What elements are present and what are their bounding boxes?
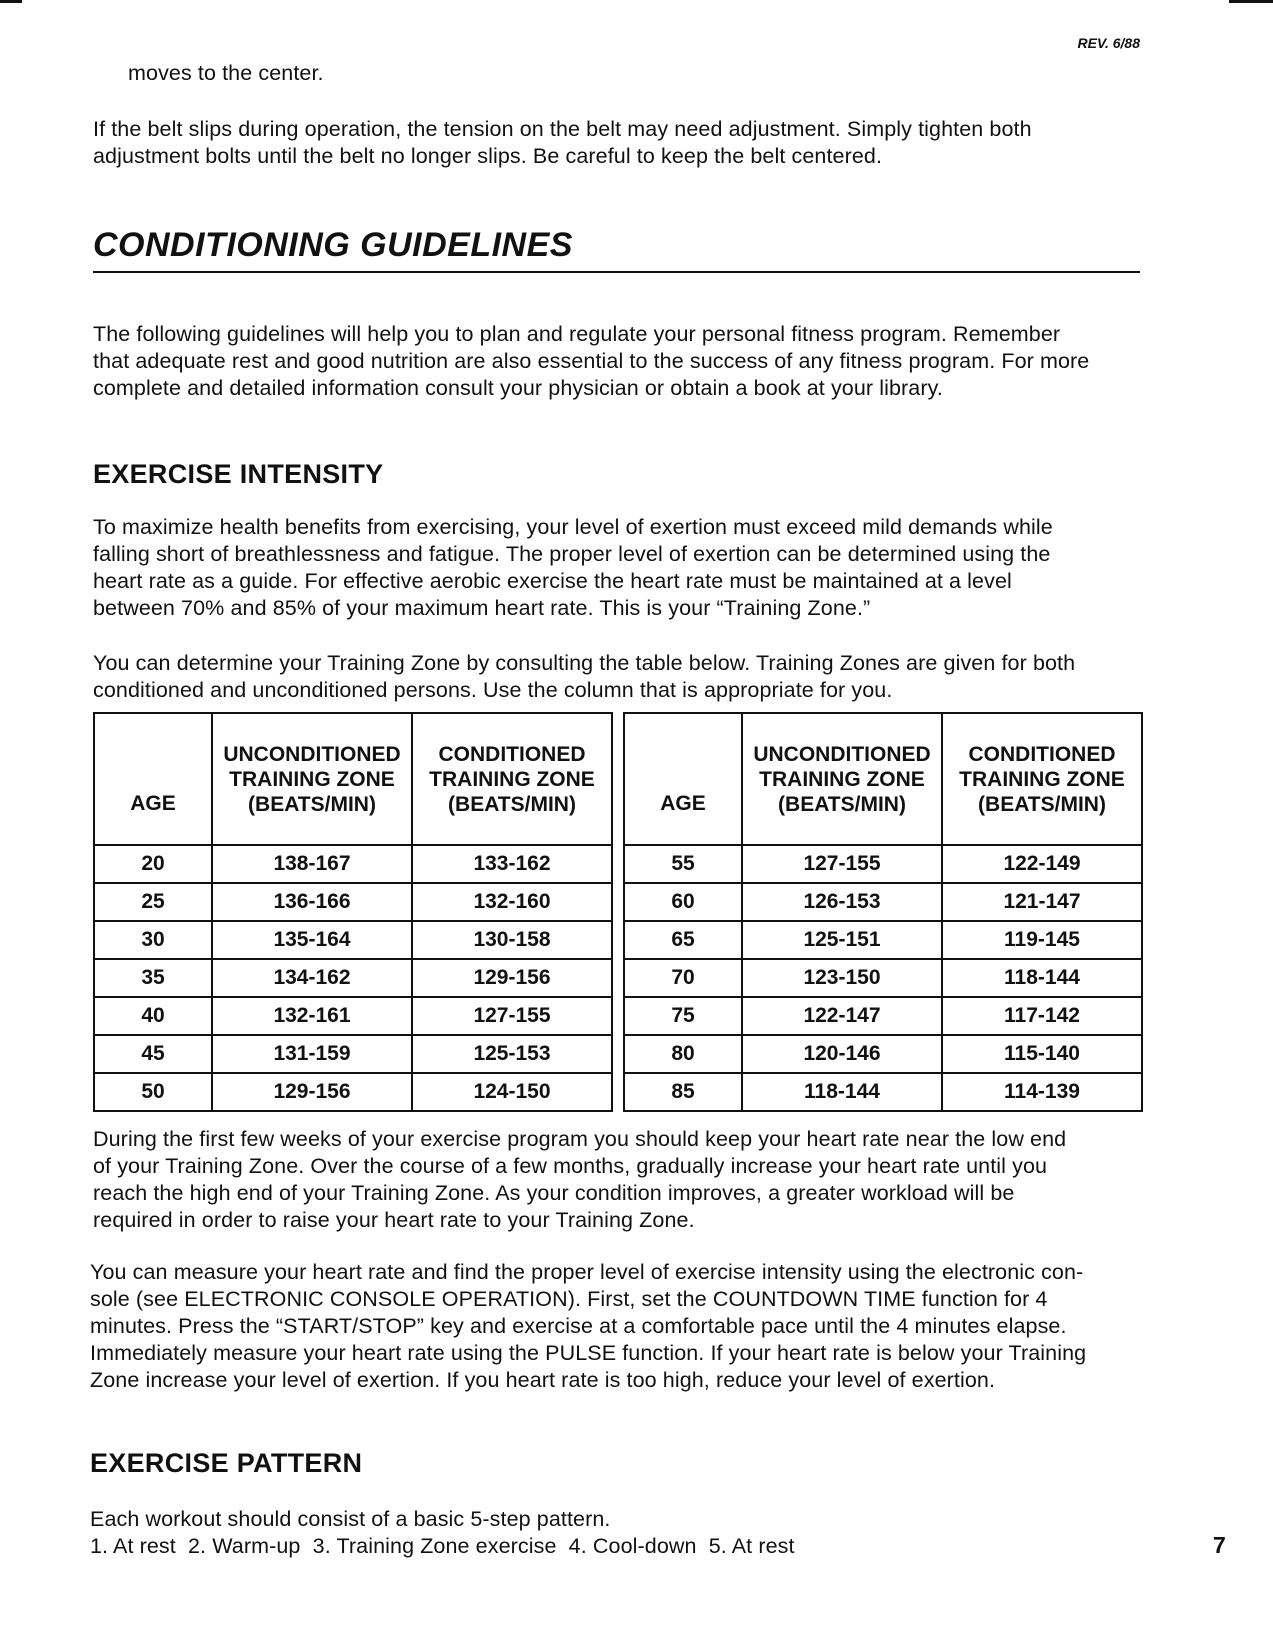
intensity-paragraph-4 [90,1259,1086,1394]
exercise-pattern-heading: EXERCISE PATTERN [90,1448,363,1478]
exercise-intensity-heading: EXERCISE INTENSITY [93,459,384,489]
text-line: that adequate rest and good nutrition are also essential to the success of any fitness program. For more [93,349,1090,373]
age-cell: 75 [624,997,742,1035]
unconditioned-cell: 126-153 [742,883,942,921]
unconditioned-cell: 135-164 [212,921,412,959]
conditioned-cell: 125-153 [412,1035,612,1073]
age-cell: 50 [94,1073,212,1111]
conditioned-cell: 132-160 [412,883,612,921]
age-cell: 65 [624,921,742,959]
conditioned-cell: 117-142 [942,997,1142,1035]
unconditioned-cell: 131-159 [212,1035,412,1073]
text-line: minutes. Press the “START/STOP” key and exercise at a comfortable pace until the 4 minutes elapse. [90,1314,1067,1338]
age-cell: 25 [94,883,212,921]
intensity-paragraph-2 [93,650,1075,704]
conditioned-cell: 130-158 [412,921,612,959]
training-zone-table-right [623,712,1143,1112]
conditioned-cell: 119-145 [942,921,1142,959]
age-header: AGE [94,713,212,845]
scan-edge-mark-right [1229,0,1273,3]
unconditioned-header: UNCONDITIONED TRAINING ZONE (BEATS/MIN) [742,713,942,845]
table-row [624,845,1142,883]
table-row [624,997,1142,1035]
age-cell: 80 [624,1035,742,1073]
text-line: To maximize health benefits from exercising, your level of exertion must exceed mild demands while [93,515,1053,539]
table-header-row [624,713,1142,845]
table-row [624,883,1142,921]
table-row [94,921,612,959]
conditioned-cell: 129-156 [412,959,612,997]
table-row [94,997,612,1035]
text-line: During the first few weeks of your exercise program you should keep your heart rate near the low end [93,1127,1067,1151]
table-row [94,1073,612,1111]
scan-edge-mark-left [0,0,22,3]
text-line: Immediately measure your heart rate using the PULSE function. If your heart rate is below your Training [90,1341,1087,1365]
table-row [94,845,612,883]
conditioned-cell: 114-139 [942,1073,1142,1111]
pattern-steps-line: 1. At rest 2. Warm-up 3. Training Zone exercise 4. Cool-down 5. At rest [90,1534,795,1558]
unconditioned-header: UNCONDITIONED TRAINING ZONE (BEATS/MIN) [212,713,412,845]
text-line: adjustment bolts until the belt no longer slips. Be careful to keep the belt centered. [93,144,883,168]
unconditioned-cell: 132-161 [212,997,412,1035]
training-zone-table-left [93,712,613,1112]
table-row [624,1035,1142,1073]
table-row [94,883,612,921]
table-row [94,1035,612,1073]
section-intro-paragraph [93,321,1089,402]
text-line: falling short of breathlessness and fatigue. The proper level of exertion can be determined using the [93,542,1051,566]
conditioned-cell: 118-144 [942,959,1142,997]
unconditioned-cell: 136-166 [212,883,412,921]
title-underline [93,271,1140,273]
age-cell: 60 [624,883,742,921]
text-line: conditioned and unconditioned persons. Use the column that is appropriate for you. [93,678,893,702]
table-row [624,921,1142,959]
text-line: Zone increase your level of exertion. If you heart rate is too high, reduce your level of exertion. [90,1368,996,1392]
unconditioned-cell: 118-144 [742,1073,942,1111]
age-cell: 40 [94,997,212,1035]
section-title: CONDITIONING GUIDELINES [93,226,573,264]
conditioned-cell: 115-140 [942,1035,1142,1073]
pattern-intro-line: Each workout should consist of a basic 5-step pattern. [90,1507,611,1531]
conditioned-cell: 133-162 [412,845,612,883]
text-line: required in order to raise your heart rate to your Training Zone. [93,1208,695,1232]
conditioned-cell: 124-150 [412,1073,612,1111]
age-header: AGE [624,713,742,845]
unconditioned-cell: 125-151 [742,921,942,959]
belt-paragraph [93,116,1032,170]
unconditioned-cell: 129-156 [212,1073,412,1111]
text-line: heart rate as a guide. For effective aerobic exercise the heart rate must be maintained at a level [93,569,1012,593]
continuation-text: moves to the center. [128,61,324,85]
text-line: between 70% and 85% of your maximum heart rate. This is your “Training Zone.” [93,596,871,620]
conditioned-header: CONDITIONED TRAINING ZONE (BEATS/MIN) [412,713,612,845]
unconditioned-cell: 122-147 [742,997,942,1035]
unconditioned-cell: 127-155 [742,845,942,883]
age-cell: 55 [624,845,742,883]
text-line: sole (see ELECTRONIC CONSOLE OPERATION). First, set the COUNTDOWN TIME function for 4 [90,1287,1048,1311]
age-cell: 20 [94,845,212,883]
text-line: If the belt slips during operation, the tension on the belt may need adjustment. Simply tighten both [93,117,1032,141]
table-row [624,959,1142,997]
age-cell: 70 [624,959,742,997]
age-cell: 30 [94,921,212,959]
conditioned-cell: 122-149 [942,845,1142,883]
pattern-paragraph [90,1506,795,1560]
page-number: 7 [1213,1532,1226,1558]
unconditioned-cell: 138-167 [212,845,412,883]
age-cell: 45 [94,1035,212,1073]
conditioned-header: CONDITIONED TRAINING ZONE (BEATS/MIN) [942,713,1142,845]
text-line: of your Training Zone. Over the course of a few months, gradually increase your heart rate until you [93,1154,1048,1178]
age-cell: 35 [94,959,212,997]
unconditioned-cell: 134-162 [212,959,412,997]
table-header-row [94,713,612,845]
text-line: You can determine your Training Zone by consulting the table below. Training Zones are given for both [93,651,1076,675]
text-line: The following guidelines will help you to plan and regulate your personal fitness program. Remember [93,322,1061,346]
age-cell: 85 [624,1073,742,1111]
revision-label: REV. 6/88 [1077,35,1140,51]
conditioned-cell: 127-155 [412,997,612,1035]
conditioned-cell: 121-147 [942,883,1142,921]
unconditioned-cell: 123-150 [742,959,942,997]
table-row [94,959,612,997]
intensity-paragraph-1 [93,514,1053,622]
table-row [624,1073,1142,1111]
text-line: You can measure your heart rate and find the proper level of exercise intensity using the electronic con- [90,1260,1084,1284]
text-line: complete and detailed information consult your physician or obtain a book at your library. [93,376,943,400]
unconditioned-cell: 120-146 [742,1035,942,1073]
intensity-paragraph-3 [93,1126,1066,1234]
text-line: reach the high end of your Training Zone. As your condition improves, a greater workload will be [93,1181,1015,1205]
